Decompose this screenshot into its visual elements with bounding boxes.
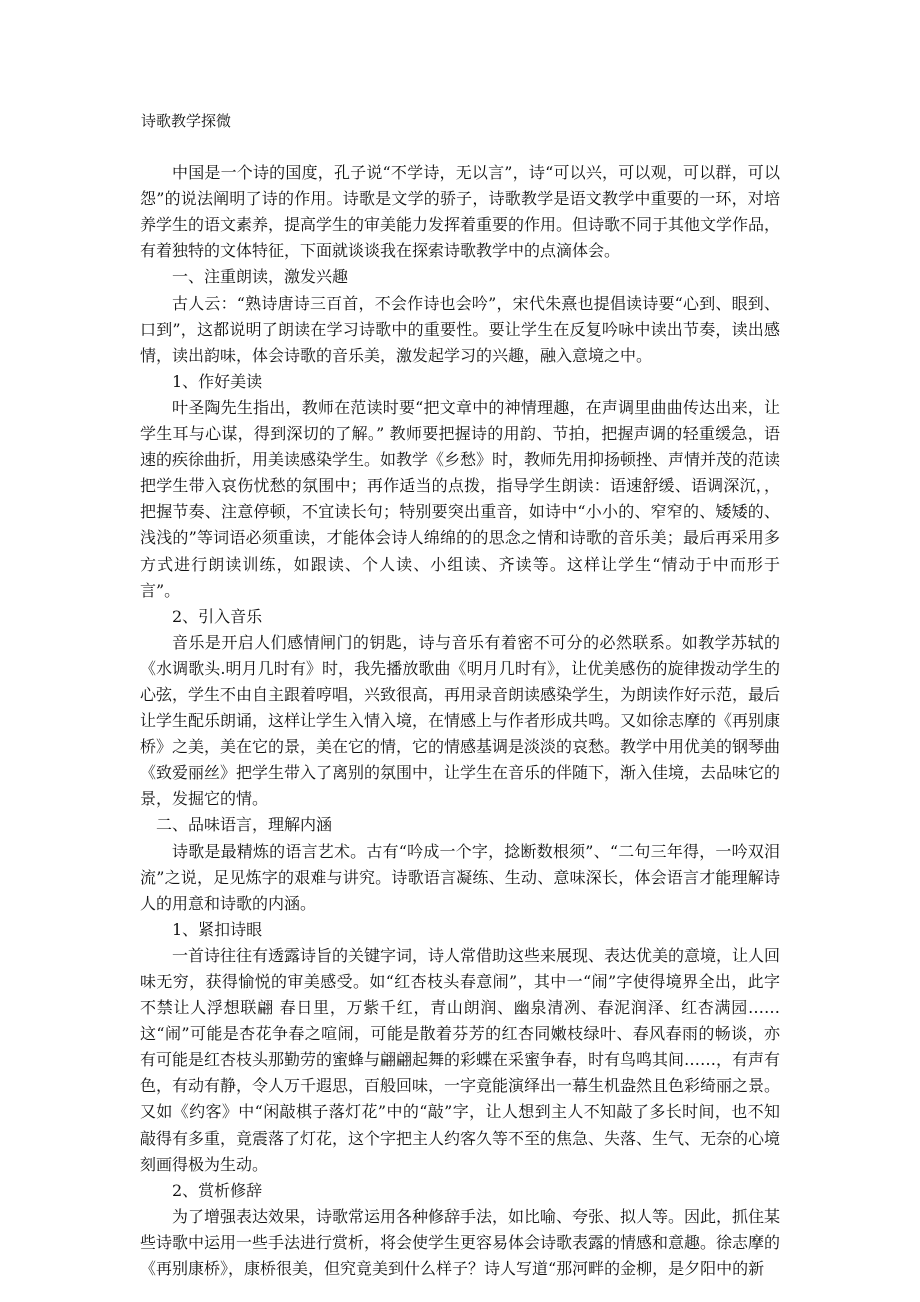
document-title: 诗歌教学探微 (141, 112, 232, 130)
paragraph: 叶圣陶先生指出，教师在范读时要“把文章中的神情理趣，在声调里曲曲传达出来，让学生耳与心谋，得到深切的了解。” 教师要把握诗的用韵、节拍，把握声调的轻重缓急，语速的疾徐曲折，用美读感染学生。如教学《乡愁》时，教师先用抑扬顿挫、声情并茂的范读把学生带入哀伤忧愁的氛围中；再作适当的点拨，指导学生朗读：语速舒缓、语调深沉，，把握节奏、注意停顿，不宜读长句；特别要突出重音，如诗中“小小的、窄窄的、矮矮的、浅浅的”等词语必须重读，才能体会诗人绵绵的的思念之情和诗歌的音乐美；最后再采用多方式进行朗读训练，如跟读、个人读、小组读、齐读等。这样让学生“情动于中而形于言”。 (140, 397, 781, 600)
paragraph: 为了增强表达效果，诗歌常运用各种修辞手法，如比喻、夸张、拟人等。因此，抓住某些诗歌中运用一些手法进行赏析，将会使学生更容易体会诗歌表露的情感和意趣。徐志摩的《再别康桥》，康桥很美，但究竟美到什么样子？诗人写道“那河畔的金柳，是夕阳中的新 (140, 1206, 781, 1279)
section-heading: 2、引入音乐 (172, 606, 263, 626)
section-heading: 二、品味语言，理解内涵 (156, 815, 333, 835)
document-page (140, 108, 780, 1282)
paragraph: 一首诗往往有透露诗旨的关键字词，诗人常借助这些来展现、表达优美的意境，让人回味无穷，获得愉悦的审美感受。如“红杏枝头春意闹”，其中一“闹”字使得境界全出，此字不禁让人浮想联翩 春日里，万紫千红，青山朗润、幽泉清冽、春泥润泽、红杏满园……这“闹”可能是杏花争春之喧闹，可能是散着芬芳的红杏同嫩枝绿叶、春风春雨的畅谈，亦有可能是红杏枝头那勤劳的蜜蜂与翩翩起舞的彩蝶在采蜜争春，时有鸟鸣其间……，有声有色，有动有静，令人万千遐思，百般回味，一字竟能演绎出一幕生机盎然且色彩绮丽之景。又如《约客》中“闲敲棋子落灯花”中的“敲”字，让人想到主人不知敲了多长时间，也不知敲得有多重，竟震落了灯花，这个字把主人约客久等不至的焦急、失落、生气、无奈的心境刻画得极为生动。 (140, 945, 781, 1174)
paragraph: 诗歌是最精炼的语言艺术。古有“吟成一个字，捻断数根须”、“二句三年得，一吟双泪流”之说，足见炼字的艰难与讲究。诗歌语言凝练、生动、意味深长，体会语言才能理解诗人的用意和诗歌的内涵。 (140, 841, 780, 913)
section-heading: 一、注重朗读，激发兴趣 (172, 267, 349, 287)
document-body (140, 160, 780, 1282)
section-heading: 2、赏析修辞 (172, 1180, 263, 1200)
paragraph: 中国是一个诗的国度，孔子说“不学诗，无以言”，诗“可以兴，可以观，可以群，可以怨”的说法阐明了诗的作用。诗歌是文学的骄子，诗歌教学是语文教学中重要的一环，对培养学生的语文素养，提高学生的审美能力发挥着重要的作用。但诗歌不同于其他文学作品，有着独特的文体特征，下面就谈谈我在探索诗歌教学中的点滴体会。 (140, 163, 781, 261)
paragraph: 古人云：“熟诗唐诗三百首，不会作诗也会吟”，宋代朱熹也提倡读诗要“心到、眼到、口到”，这都说明了朗读在学习诗歌中的重要性。要让学生在反复吟咏中读出节奏，读出感情，读出韵味，体会诗歌的音乐美，激发起学习的兴趣，融入意境之中。 (140, 293, 780, 365)
section-heading: 1、紧扣诗眼 (172, 919, 263, 939)
section-heading: 1、作好美读 (172, 371, 263, 391)
paragraph: 音乐是开启人们感情闸门的钥匙，诗与音乐有着密不可分的必然联系。如教学苏轼的《水调歌头.明月几时有》时，我先播放歌曲《明月几时有》，让优美感伤的旋律拨动学生的心弦，学生不由自主跟着哼唱，兴致很高，再用录音朗读感染学生，为朗读作好示范，最后让学生配乐朗诵，这样让学生入情入境，在情感上与作者形成共鸣。又如徐志摩的《再别康桥》之美，美在它的景，美在它的情，它的情感基调是淡淡的哀愁。教学中用优美的钢琴曲《致爱丽丝》把学生带入了离别的氛围中，让学生在音乐的伴随下，渐入佳境，去品味它的景，发掘它的情。 (140, 632, 781, 809)
